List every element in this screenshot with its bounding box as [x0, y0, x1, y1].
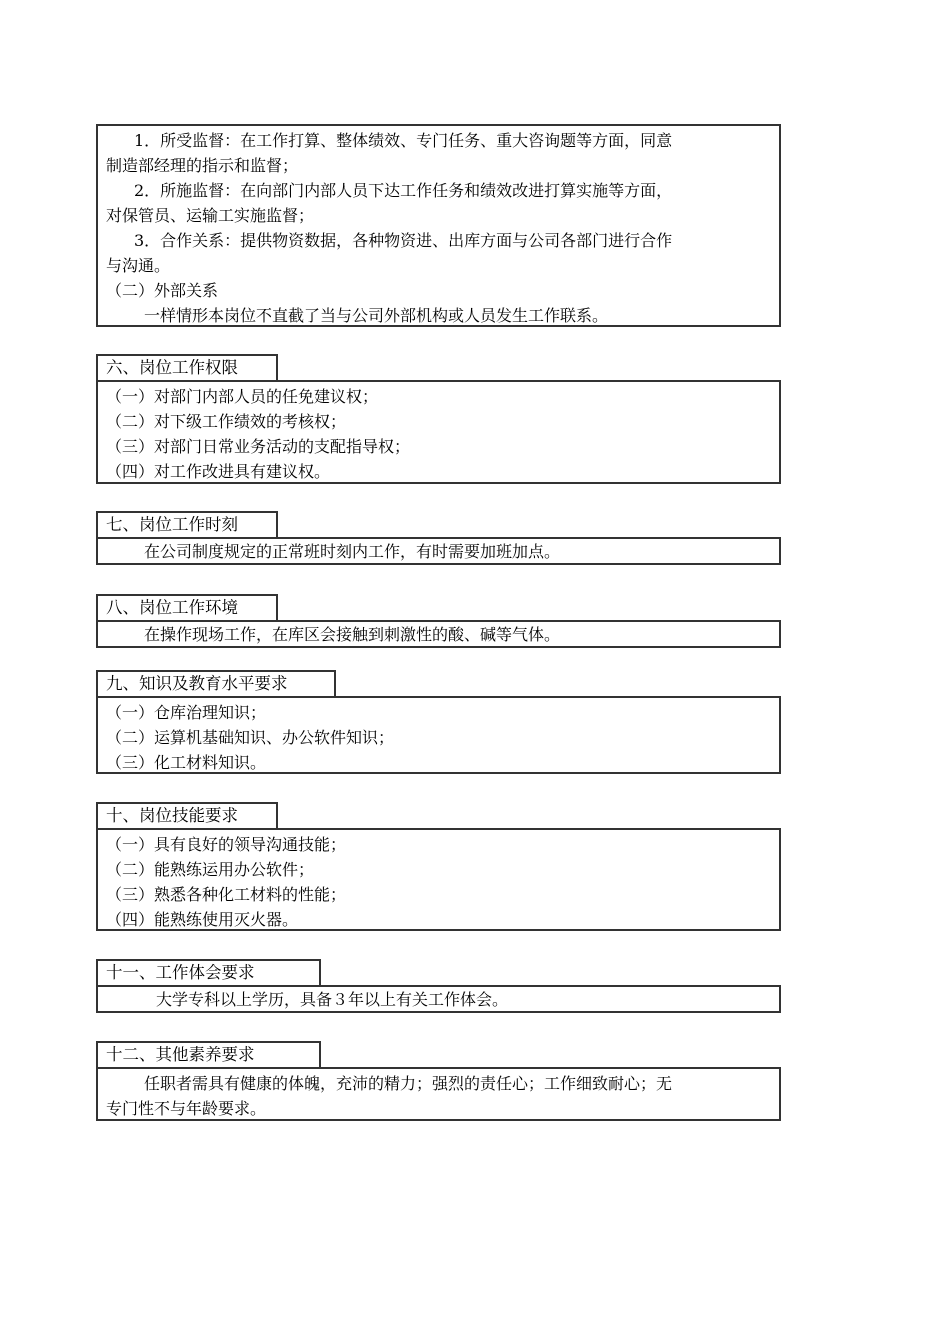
list-item: （三）化工材料知识。 — [106, 753, 267, 772]
list-item: （三）熟悉各种化工材料的性能； — [106, 885, 347, 904]
list-item: （二）能熟练运用办公软件； — [106, 860, 315, 879]
external-relations-heading: （二）外部关系 — [106, 281, 219, 300]
list-item: （一）仓库治理知识； — [106, 703, 267, 722]
list-item: （二）运算机基础知识、办公软件知识； — [106, 728, 395, 747]
list-item: （一）对部门内部人员的任免建议权； — [106, 387, 379, 406]
qualities-box — [96, 1067, 781, 1121]
list-item: （二）对下级工作绩效的考核权； — [106, 412, 347, 431]
knowledge-box — [96, 696, 781, 774]
relations-line: 制造部经理的指示和监督； — [106, 156, 299, 175]
experience-box — [96, 985, 781, 1013]
list-item: （一）具有良好的领导沟通技能； — [106, 835, 347, 854]
environment-box — [96, 620, 781, 648]
environment-title: 八、岗位工作环境 — [96, 594, 278, 620]
qualities-line: 任职者需具有健康的体魄，充沛的精力；强烈的责任心；工作细致耐心；无 — [144, 1074, 673, 1093]
environment-text: 在操作现场工作，在库区会接触到刺激性的酸、碱等气体。 — [144, 625, 561, 644]
relations-box — [96, 124, 781, 327]
relations-line: 一样情形本岗位不直截了当与公司外部机构或人员发生工作联系。 — [144, 306, 609, 325]
relations-line: 1．所受监督：在工作打算、整体绩效、专门任务、重大咨询题等方面，同意 — [134, 131, 673, 150]
qualities-title: 十二、其他素养要求 — [96, 1041, 321, 1067]
work-time-box — [96, 537, 781, 565]
relations-line: 2．所施监督：在向部门内部人员下达工作任务和绩效改进打算实施等方面， — [134, 181, 673, 200]
authority-title: 六、岗位工作权限 — [96, 354, 278, 380]
list-item: （三）对部门日常业务活动的支配指导权； — [106, 437, 411, 456]
work-time-text: 在公司制度规定的正常班时刻内工作，有时需要加班加点。 — [144, 542, 561, 561]
qualities-line: 专门性不与年龄要求。 — [106, 1099, 267, 1118]
work-time-title: 七、岗位工作时刻 — [96, 511, 278, 537]
experience-title: 十一、工作体会要求 — [96, 959, 321, 985]
knowledge-title: 九、知识及教育水平要求 — [96, 670, 336, 696]
relations-line: 3．合作关系：提供物资数据，各种物资进、出库方面与公司各部门进行合作 — [134, 231, 673, 250]
list-item: （四）能熟练使用灭火器。 — [106, 910, 299, 929]
experience-text: 大学专科以上学历，具备３年以上有关工作体会。 — [156, 990, 509, 1009]
relations-line: 对保管员、运输工实施监督； — [106, 206, 315, 225]
skills-box — [96, 828, 781, 931]
authority-box — [96, 380, 781, 484]
list-item: （四）对工作改进具有建议权。 — [106, 462, 331, 481]
relations-line: 与沟通。 — [106, 256, 171, 275]
skills-title: 十、岗位技能要求 — [96, 802, 278, 828]
